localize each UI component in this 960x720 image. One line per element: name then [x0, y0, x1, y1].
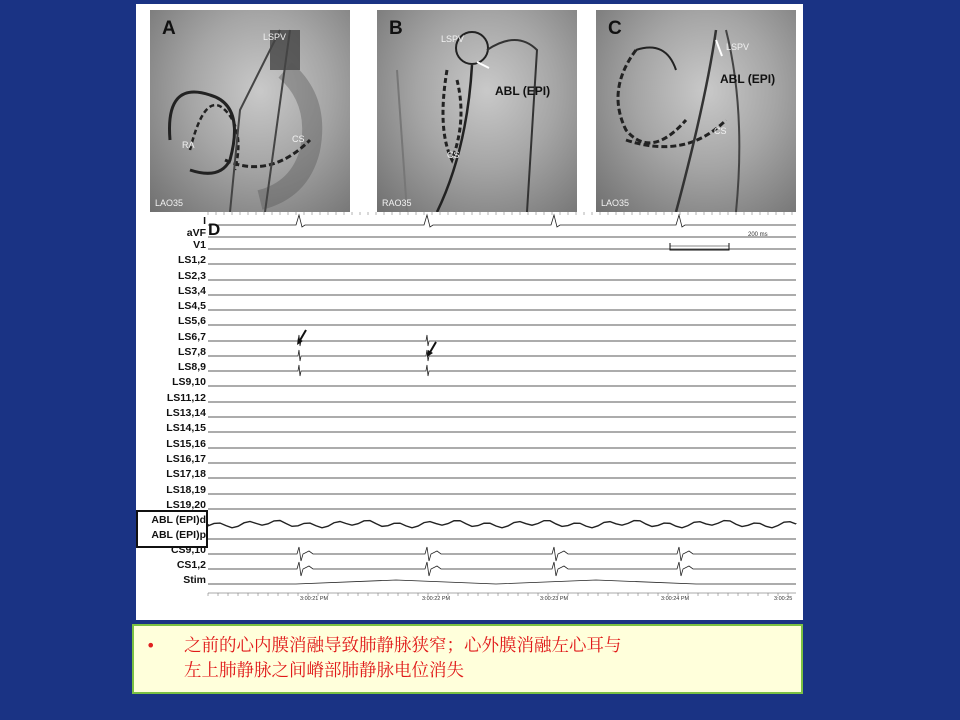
- time-label: 3:00:22 PM: [422, 596, 451, 602]
- time-label: 3:00:25: [774, 596, 793, 602]
- panel-letter-b: B: [389, 18, 403, 39]
- view-angle-c: LAO35: [601, 198, 630, 208]
- caption-text: [184, 634, 787, 684]
- label-lspv-a: LSPV: [263, 32, 287, 42]
- channel-label: LS19,20: [166, 499, 206, 511]
- ecg-trace: [208, 350, 796, 361]
- ecg-trace: [208, 580, 796, 584]
- ecg-trace: [208, 547, 796, 561]
- callout-abl-epi-c: ABL (EPI): [720, 72, 776, 86]
- panel-letter-a: A: [162, 18, 176, 39]
- channel-label: aVF: [186, 227, 206, 239]
- channel-label: LS3,4: [177, 285, 206, 297]
- bullet-marker: •: [146, 636, 156, 655]
- channel-label: ABL (EPI)d: [151, 514, 206, 526]
- label-lspv-c: LSPV: [726, 42, 750, 52]
- time-label: 3:00:24 PM: [661, 596, 690, 602]
- panel-letter-c: C: [608, 18, 622, 39]
- channel-label: LS8,9: [177, 361, 206, 373]
- label-lspv-b: LSPV: [441, 34, 465, 44]
- label-ra-a: RA: [182, 140, 195, 150]
- label-cs-c: CS: [714, 126, 727, 136]
- channel-label: LS13,14: [166, 407, 206, 419]
- channel-label: LS14,15: [166, 422, 206, 434]
- caption-box: [132, 624, 803, 694]
- ecg-trace: [208, 215, 796, 227]
- channel-label: V1: [193, 239, 206, 251]
- channel-label: LS18,19: [166, 484, 206, 496]
- figure: [136, 4, 803, 620]
- channel-label: I: [203, 215, 206, 227]
- channel-label: LS1,2: [177, 254, 206, 266]
- ecg-trace: [208, 365, 796, 376]
- panel-letter-d: D: [208, 220, 221, 239]
- view-angle-a: LAO35: [155, 198, 184, 208]
- channel-label: LS17,18: [166, 468, 206, 480]
- ecg-traces: [136, 4, 803, 620]
- channel-label: LS16,17: [166, 453, 206, 465]
- channel-label: LS6,7: [177, 331, 206, 343]
- time-label: 3:00:23 PM: [540, 596, 569, 602]
- channel-label: LS15,16: [166, 438, 206, 450]
- channel-label: LS4,5: [177, 300, 206, 312]
- callout-abl-epi-b: ABL (EPI): [495, 84, 551, 98]
- ecg-trace: [208, 562, 796, 576]
- ecg-trace: [208, 521, 796, 528]
- ecg-trace: [208, 335, 796, 346]
- channel-label: ABL (EPI)p: [151, 529, 206, 541]
- caption-line-2: 左上肺静脉之间嵴部肺静脉电位消失: [184, 661, 464, 681]
- channel-label: LS2,3: [177, 270, 206, 282]
- channel-label: CS1,2: [176, 559, 206, 571]
- scale-bar-label: 200 ms: [748, 232, 768, 238]
- channel-label: LS7,8: [177, 346, 206, 358]
- label-cs-b: CS: [447, 150, 460, 160]
- caption-line-1: 之前的心内膜消融导致肺静脉狭窄；心外膜消融左心耳与: [184, 636, 622, 656]
- channel-label: LS11,12: [166, 392, 206, 404]
- channel-label: LS5,6: [177, 315, 206, 327]
- channel-label: CS9,10: [170, 544, 206, 556]
- label-cs-a: CS: [292, 134, 305, 144]
- channel-label: Stim: [183, 574, 206, 586]
- time-label: 3:00:21 PM: [300, 596, 329, 602]
- view-angle-b: RAO35: [382, 198, 412, 208]
- channel-label: LS9,10: [172, 376, 206, 388]
